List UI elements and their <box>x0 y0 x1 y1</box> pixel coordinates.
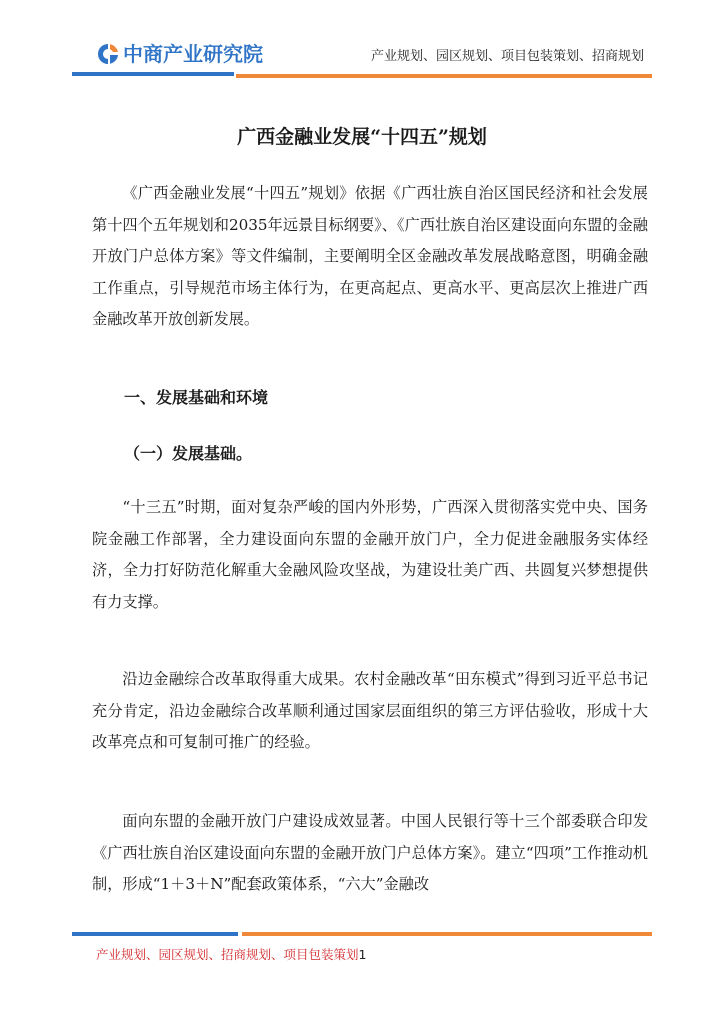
page-header <box>0 0 724 80</box>
footer-rule-orange <box>242 932 652 936</box>
logo-text: 中商产业研究院 <box>123 42 263 66</box>
cs-logo-icon <box>96 42 120 66</box>
header-slogan: 产业规划、园区规划、项目包装策划、招商规划 <box>370 49 644 64</box>
intro-paragraph: 《广西金融业发展“十四五”规划》依据《广西壮族自治区国民经济和社会发展第十四个五年规划和2035年远景目标纲要》、《广西壮族自治区建设面向东盟的金融开放门户总体方案》等文件编制，主要阐明全区金融改革发展战略意图，明确金融工作重点，引导规范市场主体行为，在更高起点、更高水平、更高层次上推进广西金融改革开放创新发展。 <box>92 184 648 328</box>
body-paragraph-2: 沿边金融综合改革取得重大成果。农村金融改革“田东模式”得到习近平总书记充分肯定，沿边金融综合改革顺利通过国家层面组织的第三方评估验收，形成十大改革亮点和可复制可推广的经验。 <box>92 670 648 751</box>
document-title: 广西金融业发展“十四五”规划 <box>237 126 487 148</box>
header-rule-blue <box>72 72 234 76</box>
footer-slogan: 产业规划、园区规划、招商规划、项目包装策划 <box>96 947 359 962</box>
body-paragraph-3: 面向东盟的金融开放门户建设成效显著。中国人民银行等十三个部委联合印发《广西壮族自治区建设面向东盟的金融开放门户总体方案》。建立“四项”工作推动机制，形成“1＋3＋N”配套政策体系，“六大”金融改 <box>92 812 648 893</box>
section-heading: 一、发展基础和环境 <box>124 388 269 407</box>
footer-rule-blue <box>72 932 238 936</box>
company-logo <box>96 42 263 66</box>
page-number: 1 <box>358 947 367 962</box>
subsection-heading: （一）发展基础。 <box>124 444 253 463</box>
header-rule-orange <box>236 74 652 78</box>
page-footer <box>96 946 366 964</box>
body-paragraph-1: “十三五”时期，面对复杂严峻的国内外形势，广西深入贯彻落实党中央、国务院金融工作部署，全力建设面向东盟的金融开放门户，全力促进金融服务实体经济，全力打好防范化解重大金融风险攻坚战，为建设壮美广西、共圆复兴梦想提供有力支撑。 <box>92 498 648 611</box>
